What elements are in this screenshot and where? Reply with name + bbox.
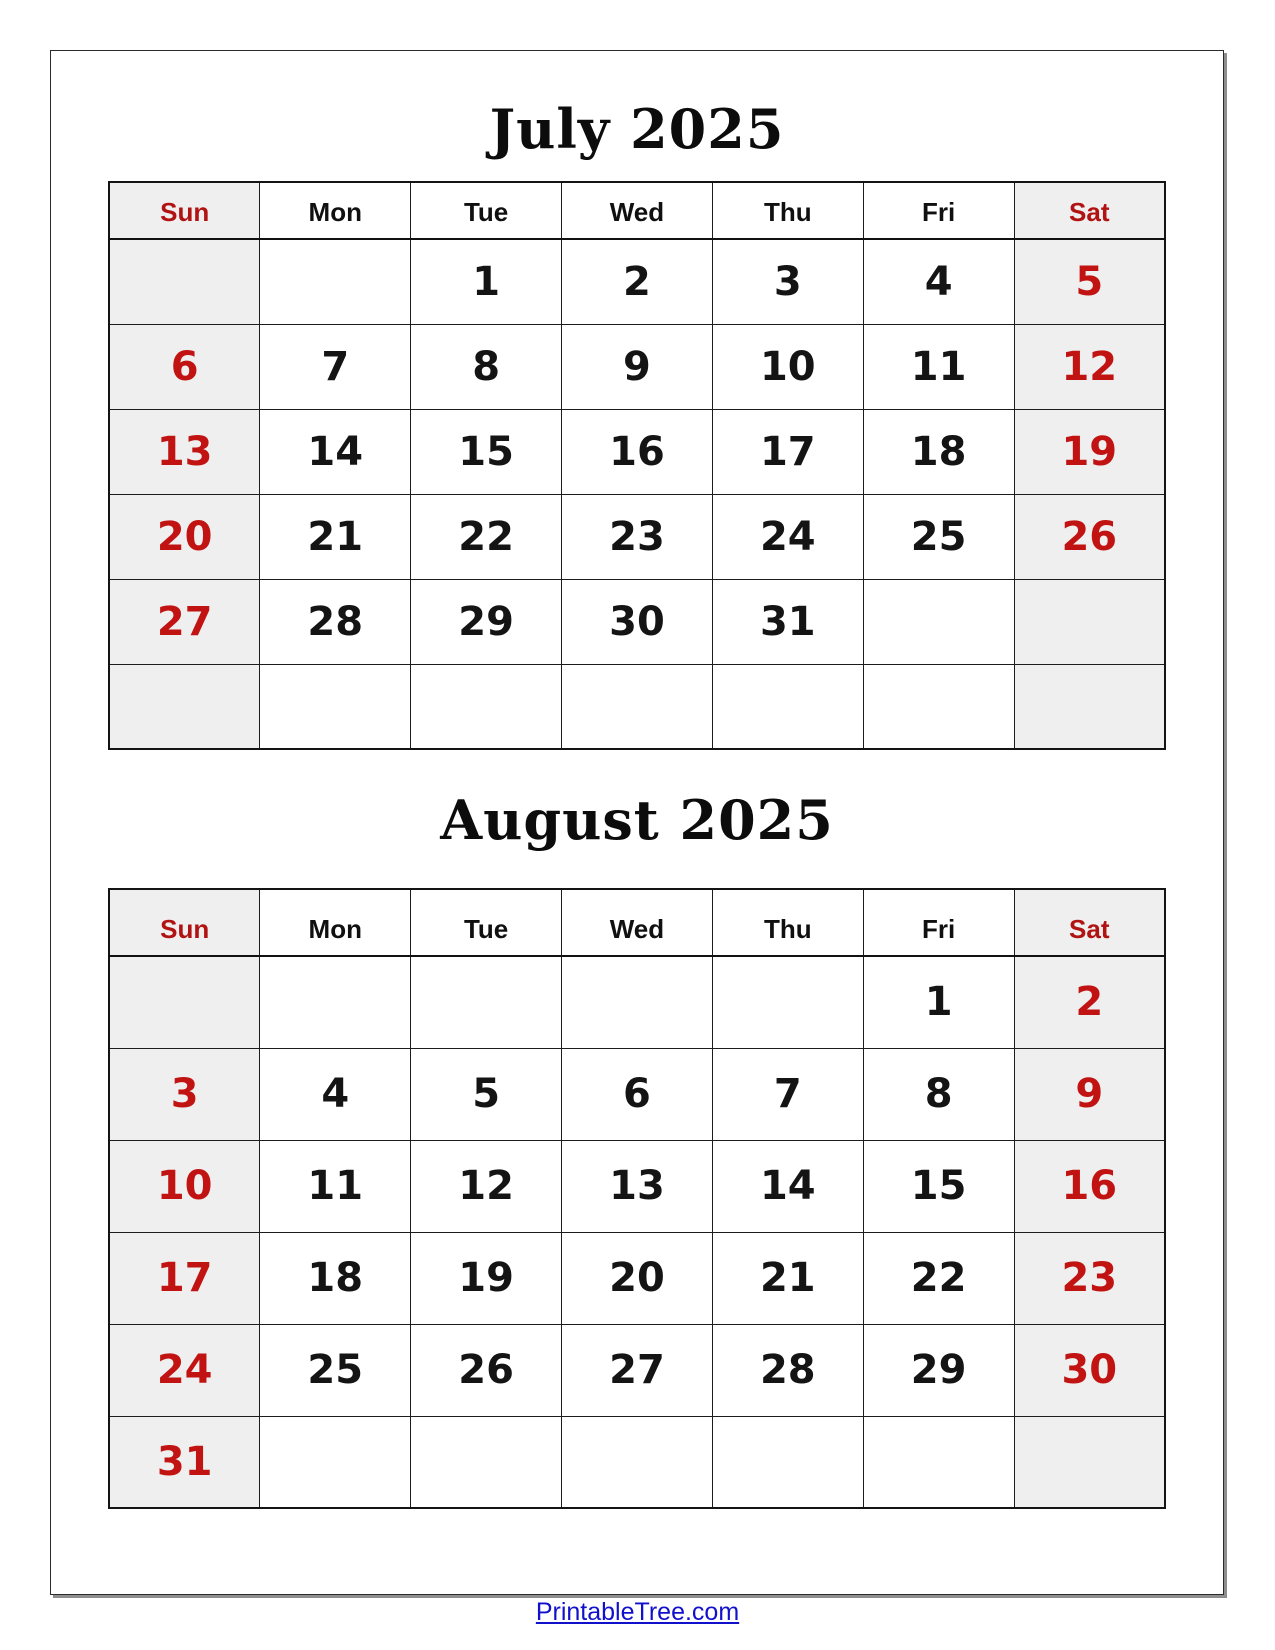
empty-day-cell [863,664,1014,749]
week-row [109,324,1165,409]
day-cell-7: 7 [260,324,411,409]
empty-day-cell [411,664,562,749]
empty-day-cell [1014,1416,1165,1508]
footer-link[interactable]: PrintableTree.com [535,1598,740,1626]
weekday-header-wed: Wed [562,182,713,239]
day-cell-19: 19 [411,1232,562,1324]
calendar-title-july: July 2025 [489,97,785,161]
day-cell-31: 31 [109,1416,260,1508]
weekday-header-sat: Sat [1014,889,1165,956]
day-cell-7: 7 [712,1048,863,1140]
day-cell-14: 14 [260,409,411,494]
weekday-header-thu: Thu [712,182,863,239]
calendar-table-august [108,888,1166,1509]
day-cell-29: 29 [863,1324,1014,1416]
calendar-section-july [51,51,1223,750]
calendar-page [50,50,1224,1595]
week-row [109,494,1165,579]
calendar-title-august: August 2025 [440,788,834,852]
empty-day-cell [109,664,260,749]
week-row [109,956,1165,1048]
day-cell-10: 10 [712,324,863,409]
weekday-header-row [109,889,1165,956]
day-cell-21: 21 [712,1232,863,1324]
week-row [109,1416,1165,1508]
day-cell-5: 5 [1014,239,1165,324]
day-cell-24: 24 [109,1324,260,1416]
day-cell-12: 12 [1014,324,1165,409]
day-cell-30: 30 [562,579,713,664]
day-cell-18: 18 [260,1232,411,1324]
week-row [109,579,1165,664]
day-cell-17: 17 [712,409,863,494]
day-cell-16: 16 [1014,1140,1165,1232]
day-cell-8: 8 [411,324,562,409]
day-cell-11: 11 [260,1140,411,1232]
empty-day-cell [260,239,411,324]
empty-day-cell [863,1416,1014,1508]
week-row [109,664,1165,749]
weekday-header-row [109,182,1165,239]
week-row [109,409,1165,494]
empty-day-cell [562,1416,713,1508]
page-footer [0,1598,1275,1627]
day-cell-15: 15 [863,1140,1014,1232]
weekday-header-fri: Fri [863,889,1014,956]
weekday-header-thu: Thu [712,889,863,956]
day-cell-5: 5 [411,1048,562,1140]
day-cell-11: 11 [863,324,1014,409]
empty-day-cell [260,1416,411,1508]
day-cell-8: 8 [863,1048,1014,1140]
day-cell-27: 27 [562,1324,713,1416]
weekday-header-sun: Sun [109,889,260,956]
day-cell-20: 20 [109,494,260,579]
day-cell-23: 23 [562,494,713,579]
empty-day-cell [1014,579,1165,664]
day-cell-3: 3 [712,239,863,324]
day-cell-26: 26 [1014,494,1165,579]
week-row [109,239,1165,324]
weekday-header-fri: Fri [863,182,1014,239]
weekday-header-tue: Tue [411,889,562,956]
empty-day-cell [1014,664,1165,749]
day-cell-1: 1 [411,239,562,324]
day-cell-3: 3 [109,1048,260,1140]
empty-day-cell [109,239,260,324]
day-cell-13: 13 [562,1140,713,1232]
day-cell-6: 6 [562,1048,713,1140]
empty-day-cell [562,664,713,749]
day-cell-22: 22 [411,494,562,579]
day-cell-25: 25 [863,494,1014,579]
day-cell-6: 6 [109,324,260,409]
day-cell-2: 2 [562,239,713,324]
empty-day-cell [863,579,1014,664]
weekday-header-sun: Sun [109,182,260,239]
empty-day-cell [712,664,863,749]
weekday-header-mon: Mon [260,182,411,239]
day-cell-1: 1 [863,956,1014,1048]
day-cell-24: 24 [712,494,863,579]
day-cell-13: 13 [109,409,260,494]
weekday-header-wed: Wed [562,889,713,956]
weekday-header-mon: Mon [260,889,411,956]
day-cell-14: 14 [712,1140,863,1232]
empty-day-cell [562,956,713,1048]
day-cell-20: 20 [562,1232,713,1324]
empty-day-cell [411,956,562,1048]
day-cell-28: 28 [712,1324,863,1416]
empty-day-cell [260,956,411,1048]
day-cell-30: 30 [1014,1324,1165,1416]
empty-day-cell [109,956,260,1048]
day-cell-22: 22 [863,1232,1014,1324]
day-cell-4: 4 [260,1048,411,1140]
empty-day-cell [712,956,863,1048]
day-cell-4: 4 [863,239,1014,324]
day-cell-25: 25 [260,1324,411,1416]
day-cell-21: 21 [260,494,411,579]
day-cell-16: 16 [562,409,713,494]
week-row [109,1048,1165,1140]
day-cell-26: 26 [411,1324,562,1416]
weekday-header-tue: Tue [411,182,562,239]
week-row [109,1324,1165,1416]
empty-day-cell [411,1416,562,1508]
day-cell-19: 19 [1014,409,1165,494]
weekday-header-sat: Sat [1014,182,1165,239]
day-cell-18: 18 [863,409,1014,494]
empty-day-cell [260,664,411,749]
empty-day-cell [712,1416,863,1508]
day-cell-17: 17 [109,1232,260,1324]
week-row [109,1140,1165,1232]
calendar-section-august [51,750,1223,1509]
day-cell-10: 10 [109,1140,260,1232]
day-cell-31: 31 [712,579,863,664]
week-row [109,1232,1165,1324]
day-cell-9: 9 [1014,1048,1165,1140]
day-cell-23: 23 [1014,1232,1165,1324]
day-cell-15: 15 [411,409,562,494]
day-cell-12: 12 [411,1140,562,1232]
day-cell-27: 27 [109,579,260,664]
calendar-table-july [108,181,1166,750]
day-cell-9: 9 [562,324,713,409]
day-cell-28: 28 [260,579,411,664]
day-cell-29: 29 [411,579,562,664]
day-cell-2: 2 [1014,956,1165,1048]
